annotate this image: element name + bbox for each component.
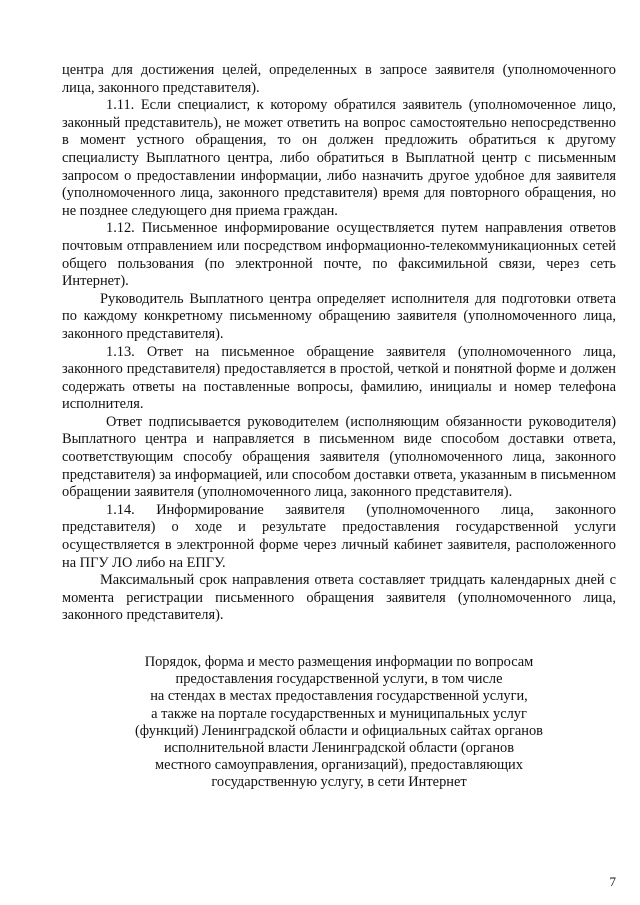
- section-heading: [62, 654, 616, 792]
- paragraph-1-12: 1.12. Письменное информирование осуществляется путем направления ответов почтовым отправлением или посредством информационно-телекоммуникационных сетей общего пользования (по электронной почте, по факсимильной связи, через сеть Интернет).: [62, 220, 616, 290]
- section-heading-line: местного самоуправления, организаций), предоставляющих: [155, 757, 523, 774]
- section-heading-line: на стендах в местах предоставления государственной услуги,: [150, 688, 528, 705]
- document-body: [62, 62, 616, 625]
- page-number: 7: [609, 874, 616, 889]
- paragraph-head-responsibility: Руководитель Выплатного центра определяет исполнителя для подготовки ответа по каждому конкретному письменному обращению заявителя (уполномоченного лица, законного представителя).: [62, 290, 616, 342]
- section-heading-line: Порядок, форма и место размещения информации по вопросам: [144, 654, 534, 670]
- paragraph-1-11: 1.11. Если специалист, к которому обратился заявитель (уполномоченное лицо, законный представитель), не может ответить на вопрос самостоятельно непосредственно в момент устного обращения, то он должен предложить обратиться к другому специалисту Выплатного центра, либо обратиться в Выплатной центр с письменным запросом о предоставлении информации, либо назначить другое удобное для заявителя (уполномоченного лица, законного представителя) время для повторного обращения, но не позднее следующего дня приема граждан.: [62, 97, 616, 219]
- paragraph-1-14: 1.14. Информирование заявителя (уполномоченного лица, законного представителя) о ходе и результате предоставления государственной услуги осуществляется в электронной форме через личный кабинет заявителя, расположенного на ПГУ ЛО либо на ЕПГУ.: [62, 501, 616, 571]
- paragraph-continuation: центра для достижения целей, определенных в запросе заявителя (уполномоченного лица, законного представителя).: [62, 62, 616, 96]
- section-heading-line: (функций) Ленинградской области и официальных сайтах органов: [135, 722, 543, 739]
- section-heading-line: государственную услугу, в сети Интернет: [211, 774, 467, 791]
- section-heading-line: а также на портале государственных и муниципальных услуг: [151, 705, 527, 722]
- paragraph-1-13: 1.13. Ответ на письменное обращение заявителя (уполномоченного лица, законного представителя) предоставляется в простой, четкой и понятной форме и должен содержать ответы на поставленные вопросы, фамилию, инициалы и номер телефона исполнителя.: [62, 343, 616, 413]
- section-heading-line: предоставления государственной услуги, в том числе: [175, 671, 503, 688]
- section-heading-line: исполнительной власти Ленинградской области (органов: [163, 740, 515, 757]
- paragraph-max-term: Максимальный срок направления ответа составляет тридцать календарных дней с момента регистрации письменного обращения заявителя (уполномоченного лица, законного представителя).: [62, 572, 616, 624]
- paragraph-answer-signing: Ответ подписывается руководителем (исполняющим обязанности руководителя) Выплатного центра и направляется в письменном виде способом доставки ответа, соответствующим способу обращения заявителя (уполномоченного лица, законного представителя) за информацией, или способом доставки ответа, указанным в письменном обращении заявителя (уполномоченного лица, законного представителя).: [62, 413, 616, 501]
